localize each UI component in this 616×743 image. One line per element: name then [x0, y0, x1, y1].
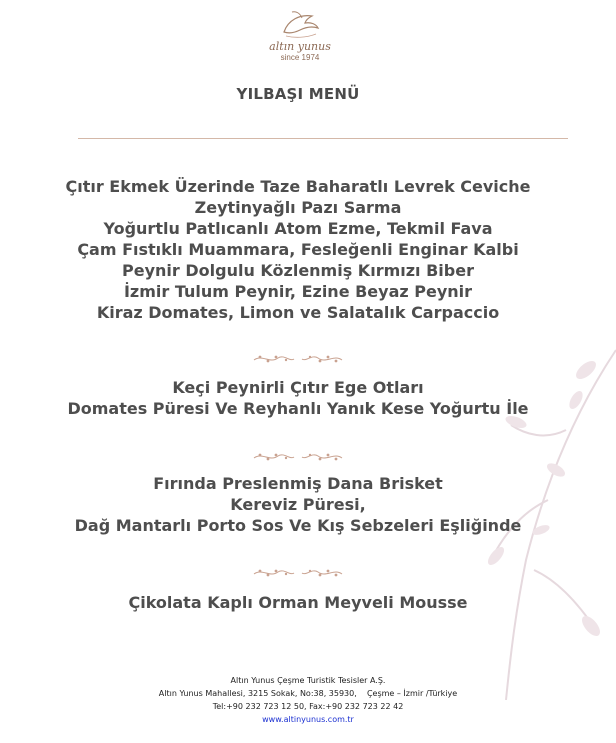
menu-item: Domates Püresi Ve Reyhanlı Yanık Kese Yoğurtu İle: [67, 399, 529, 418]
menu-section-dessert: [0, 592, 596, 613]
brand-logo: [250, 10, 350, 72]
menu-item: Yoğurtlu Patlıcanlı Atom Ezme, Tekmil Fava: [103, 219, 493, 238]
menu-section-starters: [0, 176, 596, 323]
footer-company: Altın Yunus Çeşme Turistik Tesisler A.Ş.: [230, 676, 386, 685]
menu-item: Kiraz Domates, Limon ve Salatalık Carpaccio: [96, 303, 500, 322]
page-title: YILBAŞI MENÜ: [236, 85, 360, 103]
menu-section-main: [0, 473, 596, 536]
menu-item: Dağ Mantarlı Porto Sos Ve Kış Sebzeleri Eşliğinde: [74, 516, 522, 535]
menu-item: Keçi Peynirli Çıtır Ege Otları: [172, 378, 424, 397]
menu-item: Zeytinyağlı Pazı Sarma: [194, 198, 402, 217]
footer: [0, 674, 616, 726]
menu-item: Çıtır Ekmek Üzerinde Taze Baharatlı Levrek Ceviche: [65, 177, 531, 196]
brand-name: altın yunus: [269, 40, 331, 53]
ornament-divider-icon: [252, 566, 344, 580]
menu-item: Çam Fıstıklı Muammara, Fesleğenli Enginar Kalbi: [77, 240, 519, 259]
footer-address: Altın Yunus Mahallesi, 3215 Sokak, No:38, 35930, Çeşme – İzmir /Türkiye: [158, 689, 458, 698]
header-divider: [78, 138, 568, 139]
menu-item: İzmir Tulum Peynir, Ezine Beyaz Peynir: [123, 282, 473, 301]
brand-since: since 1974: [280, 53, 320, 62]
menu-item: Çikolata Kaplı Orman Meyveli Mousse: [128, 593, 468, 612]
ornament-divider-icon: [252, 352, 344, 366]
menu-section-intermediate: [0, 377, 596, 419]
menu-item: Peynir Dolgulu Közlenmiş Kırmızı Biber: [122, 261, 474, 280]
menu-item: Fırında Preslenmiş Dana Brisket: [153, 474, 443, 493]
menu-item: Kereviz Püresi,: [230, 495, 366, 514]
ornament-divider-icon: [252, 450, 344, 464]
dolphin-icon: [278, 10, 322, 40]
footer-phone: Tel:+90 232 723 12 50, Fax:+90 232 723 22 42: [212, 702, 404, 711]
footer-website-link[interactable]: www.altinyunus.com.tr: [262, 715, 354, 724]
